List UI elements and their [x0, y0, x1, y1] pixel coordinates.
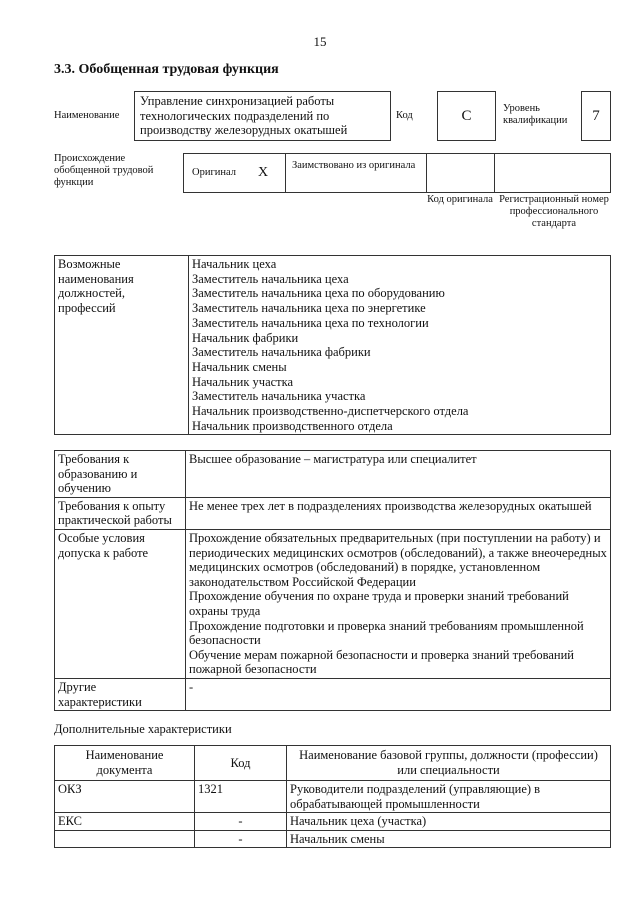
divider [426, 154, 427, 192]
cell-code: - [195, 813, 287, 831]
original-mark: X [258, 165, 269, 180]
cell-doc: ЕКС [55, 813, 195, 831]
page-number: 15 [313, 34, 327, 49]
function-name: Управление синхронизацией работы технологических подразделений по производству железорудных окатышей [134, 91, 391, 141]
position-item: Заместитель начальника участка [192, 389, 366, 404]
requirements-table [54, 450, 611, 711]
special-condition-item: Прохождение обучения по охране труда и проверки знаний требований охраны труда [189, 589, 569, 618]
special-label: Особые условия допуска к работе [55, 529, 186, 678]
header-code: Код [195, 746, 287, 781]
cell-code: - [195, 830, 287, 848]
origin-label: Происхождение обобщенной трудовой функции [54, 153, 154, 188]
position-item: Начальник смены [192, 359, 287, 374]
name-label: Наименование [54, 110, 120, 121]
additional-table [54, 745, 611, 848]
special-condition-item: Прохождение обязательных предварительных (при поступлении на работу) и периодических медицинских осмотров (обследований), а также внеочередных медицинских осмотров (обследований) в порядке, установленном законодательством Российской Федерации [189, 530, 607, 589]
education-label: Требования к образованию и обучению [55, 451, 186, 498]
position-item: Начальник производственного отдела [192, 418, 393, 433]
position-item: Начальник цеха [192, 257, 277, 271]
special-condition-item: Прохождение подготовки и проверка знаний требованиям промышленной безопасности [189, 618, 584, 648]
code-label: Код [396, 110, 413, 121]
experience-value: Не менее трех лет в подразделениях производства железорудных окатышей [186, 497, 611, 529]
other-value: - [186, 678, 611, 710]
special-condition-item: Обучение мерам пожарной безопасности и проверка знаний требований пожарной безопасности [189, 647, 574, 677]
position-item: Заместитель начальника цеха по энергетике [192, 301, 426, 316]
function-code: С [437, 91, 496, 141]
cell-doc [55, 830, 195, 848]
position-item: Заместитель начальника фабрики [192, 345, 371, 360]
header-document: Наименование документа [55, 746, 195, 781]
position-item: Начальник производственно-диспетчерского отдела [192, 404, 469, 419]
additional-title: Дополнительные характеристики [54, 722, 232, 736]
positions-table [54, 255, 611, 435]
divider [494, 154, 495, 192]
cell-code: 1321 [195, 781, 287, 813]
origin-table [183, 153, 611, 193]
position-item: Заместитель начальника цеха по оборудованию [192, 286, 445, 301]
education-value: Высшее образование – магистратура или специалитет [186, 451, 611, 498]
code-original-caption: Код оригинала [427, 194, 493, 205]
header-group: Наименование базовой группы, должности (профессии) или специальности [287, 746, 611, 781]
cell-group: Начальник смены [287, 830, 611, 848]
other-label: Другие характеристики [55, 678, 186, 710]
level-value: 7 [581, 91, 611, 141]
divider [285, 154, 286, 192]
position-item: Начальник участка [192, 374, 294, 389]
experience-label: Требования к опыту практической работы [55, 497, 186, 529]
positions-list [189, 256, 611, 435]
position-item: Начальник фабрики [192, 330, 299, 345]
cell-group: Руководители подразделений (управляющие) в обрабатывающей промышленности [287, 781, 611, 813]
level-label: Уровень квалификации [503, 103, 568, 126]
cell-doc: ОКЗ [55, 781, 195, 813]
original-label: Оригинал [192, 167, 236, 178]
reg-number-caption: Регистрационный номер профессионального стандарта [499, 194, 609, 229]
positions-label: Возможные наименования должностей, профессий [55, 256, 189, 435]
borrowed-label: Заимствовано из оригинала [292, 160, 416, 171]
cell-group: Начальник цеха (участка) [287, 813, 611, 831]
section-title: 3.3. Обобщенная трудовая функция [54, 62, 279, 77]
position-item: Заместитель начальника цеха по технологии [192, 315, 429, 330]
position-item: Заместитель начальника цеха [192, 271, 349, 286]
special-conditions [186, 529, 611, 678]
